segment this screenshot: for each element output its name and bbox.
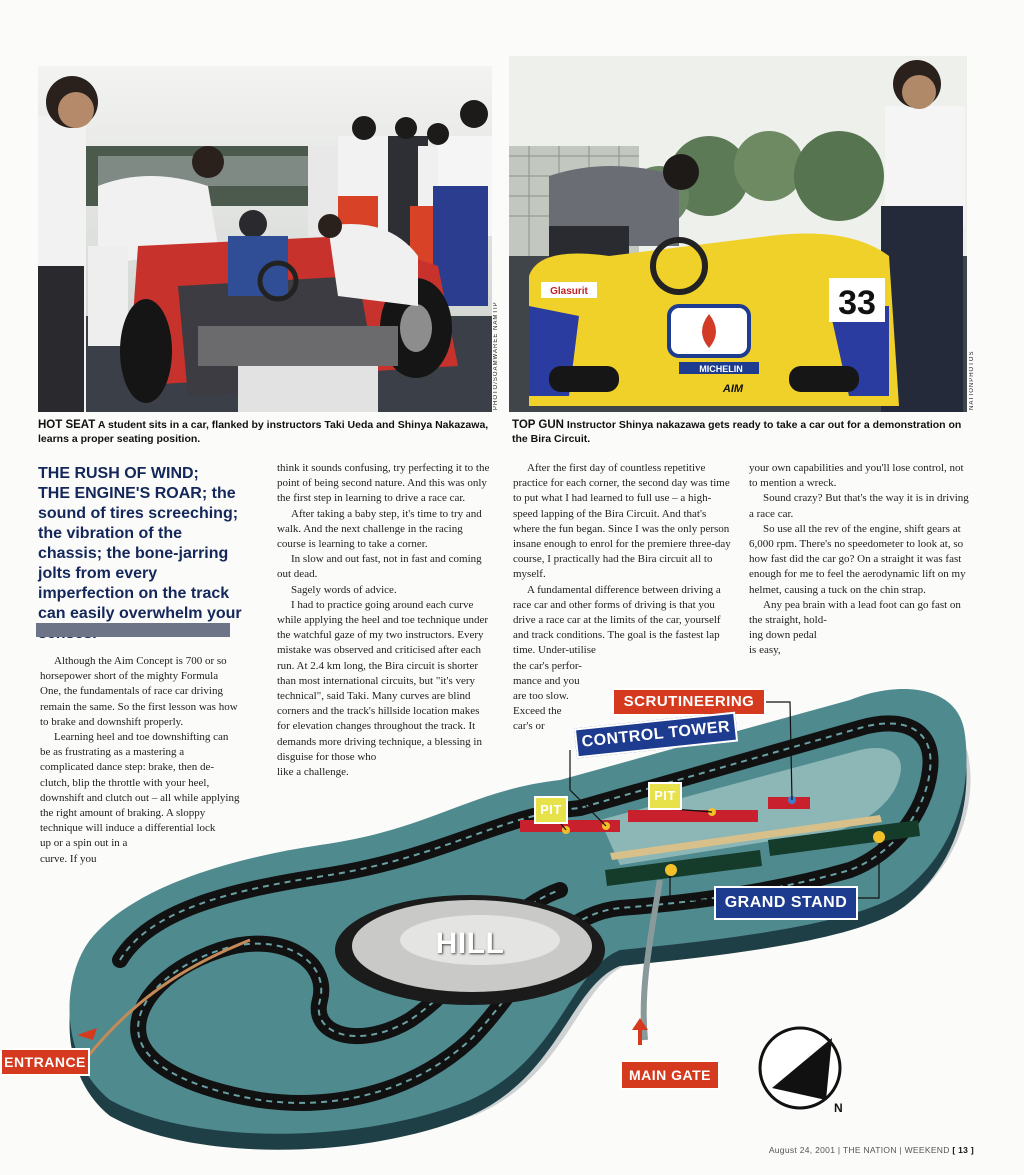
aim-sponsor: AIM: [722, 383, 744, 395]
pull-quote-line-5: the bone-jarring jolts from every imperfection on the track can easily overwhelm your: [38, 545, 242, 622]
hot-seat-photo: [38, 66, 492, 412]
col2-para-5: I had to practice going around each curve while applying the heel and toe technique under the watchful gaze of my two instructors. Every mistake was observed and criticised after each run. At 2.4 km long, the Bira circuit is shorter than most international circuits, but "it's very technical", said Taki. Many curves are blind corners and the track's hillside location makes for elevation changes throughout the track. It demands more driving technique, a blessing in disguise for those who: [277, 598, 489, 763]
col2-para-4: Sagely words of advice.: [291, 583, 397, 596]
hot-seat-photo-credit: PHOTO/SOAMWAREE NAMTIP: [493, 301, 499, 410]
circuit-map-art: [0, 640, 1024, 1160]
col2-para-1: think it sounds confusing, try perfecting it to the point of being second nature. And this was only the first step in learning to drive a race car.: [277, 462, 490, 505]
col3-line-2: mance and you: [513, 674, 580, 687]
top-gun-photo: [509, 56, 967, 412]
pit-label-1: PIT: [534, 796, 568, 824]
col3-para-1: After the first day of countless repetitive practice for each corner, the second day was time to put what I had learned to full use – a high-speed lapping of the Bira Circuit. And that's where the fun began. Since I was the only person insane enough to enrol for the premiere three-day course, I practically had the Bira circuit all to myself.: [513, 462, 731, 581]
col4-para-4: Any pea brain with a lead foot can go fast on the straight, hold-: [749, 598, 961, 627]
pull-quote-line-4: the vibration of the chassis;: [38, 525, 182, 562]
compass-north-label: N: [834, 1101, 843, 1115]
col4-para-1: your own capabilities and you'll lose control, not to mention a wreck.: [749, 462, 964, 490]
pull-quote: [38, 464, 248, 644]
main-gate-label: MAIN GATE: [620, 1060, 720, 1090]
top-gun-photo-art: [509, 56, 967, 412]
top-gun-caption-lead: TOP GUN: [512, 419, 564, 431]
col4-line-2: is easy,: [749, 644, 781, 657]
hot-seat-caption-lead: HOT SEAT: [38, 419, 96, 431]
pull-quote-line-2: THE ENGINE'S ROAR;: [38, 485, 208, 502]
top-gun-photo-credit: NATIONPHOTOS: [969, 350, 975, 410]
col2-para-3: In slow and out fast, not in fast and coming out dead.: [277, 553, 482, 581]
col1-line-2: curve. If you: [40, 852, 97, 865]
col2-para-2: After taking a baby step, it's time to try and walk. And the next challenge in the racing course is learning to take a corner.: [277, 507, 482, 551]
hot-seat-caption: [38, 418, 492, 446]
col3-line-1: the car's perfor-: [513, 659, 582, 672]
col1-line-1: up or a spin out in a: [40, 837, 128, 850]
pull-quote-line-1: THE RUSH OF WIND;: [38, 465, 199, 482]
col4-para-2: Sound crazy? But that's the way it is in driving a race car.: [749, 492, 969, 520]
pit-label-2: PIT: [648, 782, 682, 810]
folio-section: WEEKEND: [904, 1145, 950, 1155]
bira-circuit-map: [0, 640, 1024, 1160]
col3-line-5: car's or: [513, 720, 545, 733]
scrutineering-label: SCRUTINEERING: [612, 688, 766, 716]
folio-date: August 24, 2001: [768, 1145, 836, 1155]
col3-line-3: are too slow.: [513, 690, 569, 703]
glasurit-sponsor: Glasurit: [550, 286, 588, 297]
grand-stand-label: GRAND STAND: [714, 886, 858, 920]
page-folio: August 24, 2001 | THE NATION | WEEKEND [ 13 ]: [768, 1145, 974, 1155]
car-number: 33: [838, 284, 876, 322]
col1-para-2: Learning heel and toe downshifting can be as frustrating as a mastering a complicated dance step: brake, then de-clutch, blip the throttle with your heel, downshift and clutch out – all while applying the right amount of braking. A sloppy technique will induce a differential lock: [40, 731, 240, 835]
col1-para-1: Although the Aim Concept is 700 or so horsepower short of the mighty Formula One, the fundamentals of race car driving remain the same. So the first lesson was how to brake and downshift properly.: [40, 655, 238, 728]
col3-para-2: A fundamental difference between driving a race car and other forms of driving is that you drive a race car at the limits of the car, yourself and track conditions. The goal is the fastest lap time. Under-utilise: [513, 583, 721, 657]
folio-publication: THE NATION: [842, 1145, 897, 1155]
pull-quote-line-3: the sound of tires screeching;: [38, 485, 239, 522]
hill-label: HILL: [435, 927, 505, 960]
top-gun-caption: [512, 418, 970, 446]
col4-line-1: ing down pedal: [749, 629, 817, 642]
hot-seat-caption-text: A student sits in a car, flanked by instructors Taki Ueda and Shinya Nakazawa, learns a proper seating position.: [38, 419, 489, 445]
control-tower-label: CONTROL TOWER: [574, 712, 738, 759]
col4-para-3: So use all the rev of the engine, shift gears at 6,000 rpm. There's no speedometer to look at, so how fast did the car go? On a straight it was fast enough for me to feel the aerodynamic lift on my helmet, causing a tuck on the chin strap.: [749, 522, 966, 596]
pull-quote-bar: [36, 623, 230, 637]
top-gun-caption-text: Instructor Shinya nakazawa gets ready to take a car out for a demonstration on the Bira Circuit.: [512, 419, 962, 445]
michelin-sponsor: MICHELIN: [699, 364, 743, 374]
col2-line-1: like a challenge.: [277, 766, 349, 779]
entrance-label: ENTRANCE: [0, 1048, 90, 1076]
hot-seat-photo-art: [38, 66, 492, 412]
col3-line-4: Exceed the: [513, 705, 562, 718]
article-column-4: [749, 461, 969, 659]
folio-page-number: [ 13 ]: [952, 1145, 974, 1155]
